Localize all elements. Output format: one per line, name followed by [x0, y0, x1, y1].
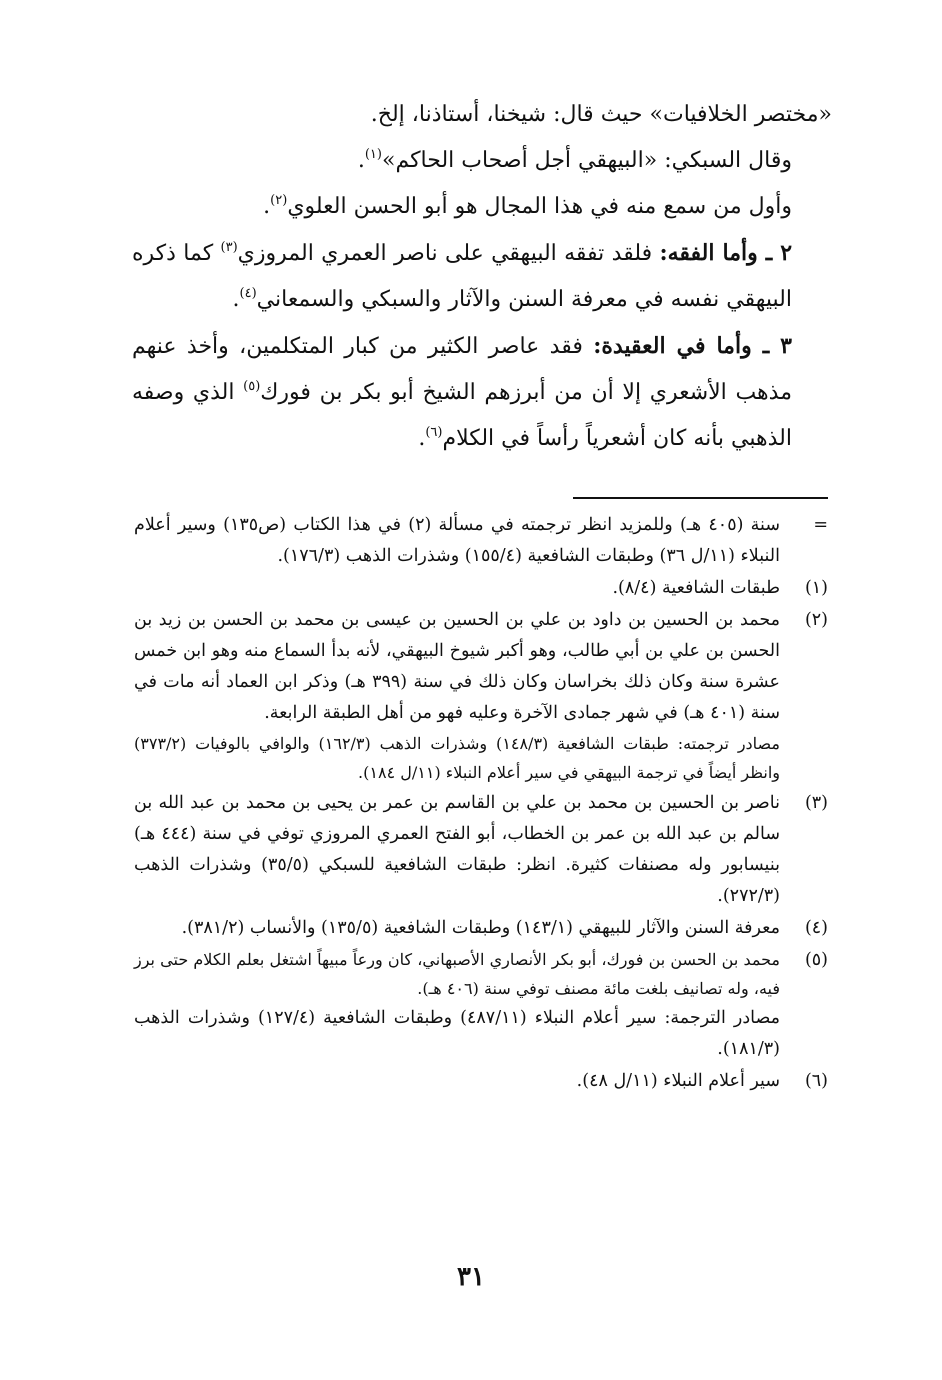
footnote-continuation: [134, 510, 828, 572]
footnote-text: طبقات الشافعية (٨/٤).: [612, 578, 780, 598]
main-line-2: وقال السبكي: «البيهقي أجل أصحاب الحاكم»$^{(١)}$.: [357, 147, 792, 173]
main-line-1: «مختصر الخلافيات» حيث قال: شيخنا، أستاذنا، إلخ.: [370, 102, 832, 127]
footnote-5: [134, 945, 828, 1065]
footnote-number: (٦): [804, 1071, 828, 1091]
footnote-ref[interactable]: (٢): [270, 193, 288, 208]
page-number: ٣١: [457, 1262, 485, 1292]
section-label: ٣ ـ وأما في العقيدة:: [593, 333, 792, 359]
main-text: [132, 92, 832, 462]
footnote-text: سنة (٤٠٥ هـ) وللمزيد انظر ترجمته في مسألة (٢) في هذا الكتاب (ص١٣٥) وسير أعلام النبلاء (١١/ل ٣٦) وطبقات الشافعية (١٥٥/٤) وشذرات الذهب (١٧٦/٣).: [134, 515, 780, 566]
footnote-text: محمد بن الحسين بن داود بن علي بن الحسين بن عيسى بن محمد بن الحسن بن زيد بن الحسن بن علي بن أبي طالب، وهو أكبر شيوخ البيهقي، لأنه بدأ السماع منه وهو ابن خمس عشرة سنة وكان ذلك بخراسان وكان ذلك في سنة (٣٩٩ هـ) وذكر ابن العماد أنه مات في سنة (٤٠١ هـ) في شهر جمادى الآخرة وعليه فهو من أهل الطبقة الرابعة.: [134, 610, 780, 723]
footnote-ref[interactable]: (٣): [220, 240, 238, 255]
footnote-3: [134, 788, 828, 912]
paragraph-aqida: ٣ ـ وأما في العقيدة: فقد عاصر الكثير من كبار المتكلمين، وأخذ عنهم مذهب الأشعري إلا أن من أبرزهم الشيخ أبو بكر بن فورك$^{(٥)}$ الذي وصفه الذهبي بأنه كان أشعرياً رأساً في الكلام$^{(٦)}$.: [132, 333, 792, 451]
footnote-4: [134, 913, 828, 944]
footnote-number: (١): [804, 578, 828, 598]
footnote-ref[interactable]: (٥): [243, 379, 261, 394]
footnotes: [134, 510, 828, 1098]
footnote-number: (٤): [804, 918, 828, 938]
footnote-2: [134, 605, 828, 787]
footnote-sources: مصادر ترجمته: طبقات الشافعية (١٤٨/٣) وشذرات الذهب (١٦٢/٣) والوافي بالوفيات (٣٧٣/٢) وانظر أيضاً في ترجمة البيهقي في سير أعلام النبلاء (١١/ل ١٨٤).: [134, 734, 780, 782]
footnote-text: معرفة السنن والآثار للبيهقي (١٤٣/١) وطبقات الشافعية (١٣٥/٥) والأنساب (٣٨١/٢).: [181, 918, 780, 938]
footnote-separator: [573, 497, 828, 499]
footnote-ref[interactable]: (١): [364, 147, 382, 162]
footnote-number: =: [813, 515, 828, 535]
footnote-6: [134, 1066, 828, 1097]
paragraph-fiqh: ٢ ـ وأما الفقه: فلقد تفقه البيهقي على ناصر العمري المروزي$^{(٣)}$ كما ذكره البيهقي نفسه في معرفة السنن والآثار والسبكي والسمعاني$^{(٤)}$.: [132, 240, 793, 312]
footnote-sources: مصادر الترجمة: سير أعلام النبلاء (٤٨٧/١١) وطبقات الشافعية (١٢٧/٤) وشذرات الذهب (١٨١/٣).: [134, 1008, 780, 1059]
main-line-3: وأول من سمع منه في هذا المجال هو أبو الحسن العلوي$^{(٢)}$.: [263, 193, 792, 219]
section-label: ٢ ـ وأما الفقه:: [659, 240, 793, 266]
footnote-text: سير أعلام النبلاء (١١/ل ٤٨).: [576, 1071, 780, 1091]
footnote-text: محمد بن الحسن بن فورك، أبو بكر الأنصاري الأصبهاني، كان ورعاً مبيهاً اشتغل بعلم الكلام حتى برز فيه، وله تصانيف بلغت مائة مصنف توفي سنة (٤٠٦ هـ).: [134, 950, 780, 998]
footnote-1: [134, 573, 828, 604]
footnote-text: ناصر بن الحسين بن محمد بن علي بن القاسم بن عمر بن يحيى بن محمد بن عبد الله بن سالم بن عبد الله بن عمر بن الخطاب، أبو الفتح العمري المروزي توفي في سنة (٤٤٤ هـ) بنيسابور وله مصنفات كثيرة. انظر: طبقات الشافعية للسبكي (٣٥/٥) وشذرات الذهب (٢٧٢/٣).: [134, 793, 780, 906]
footnote-ref[interactable]: (٤): [239, 286, 257, 301]
footnote-ref[interactable]: (٦): [425, 425, 443, 440]
footnote-number: (٣): [804, 793, 828, 813]
footnote-number: (٥): [804, 950, 828, 970]
footnote-number: (٢): [804, 610, 828, 630]
